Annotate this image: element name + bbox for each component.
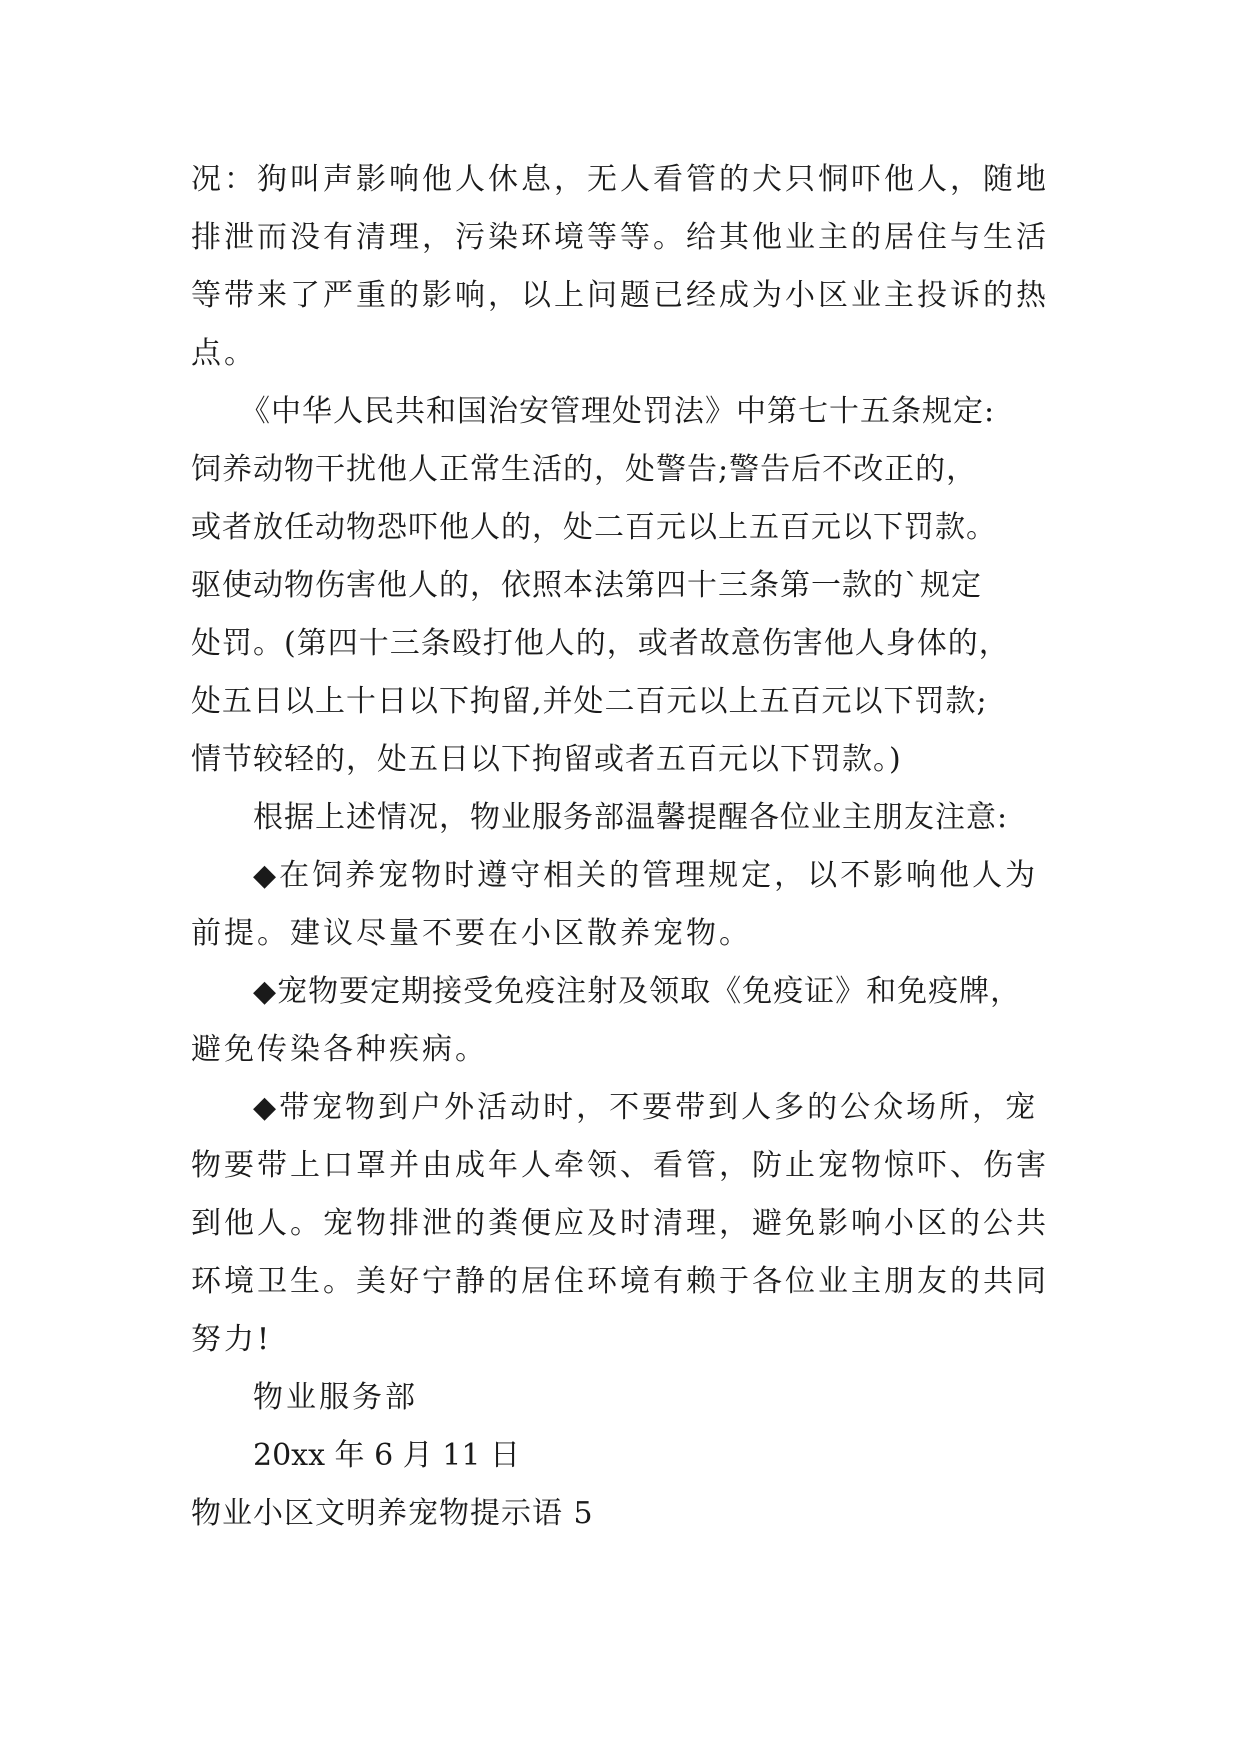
bullet-3-line-5: 努力! bbox=[191, 1322, 273, 1357]
paragraph-2-line-3: 或者放任动物恐吓他人的，处二百元以上五百元以下罚款。 bbox=[191, 510, 997, 545]
bullet-2-line-2: 避免传染各种疾病。 bbox=[191, 1032, 488, 1067]
signature: 物业服务部 bbox=[253, 1380, 418, 1415]
paragraph-3-line-1: 根据上述情况，物业服务部温馨提醒各位业主朋友注意: bbox=[253, 800, 1009, 835]
bullet-3-line-2: 物要带上口罩并由成年人牵领、看管，防止宠物惊吓、伤害 bbox=[191, 1148, 1049, 1183]
bullet-1-line-2: 前提。建议尽量不要在小区散养宠物。 bbox=[191, 916, 752, 951]
paragraph-1-line-4: 点。 bbox=[191, 336, 257, 371]
paragraph-1-line-2: 排泄而没有清理，污染环境等等。给其他业主的居住与生活 bbox=[191, 220, 1049, 255]
paragraph-2-line-2: 饲养动物干扰他人正常生活的，处警告;警告后不改正的， bbox=[191, 452, 978, 487]
date: 20xx 年 6 月 11 日 bbox=[253, 1438, 520, 1473]
paragraph-2-line-7: 情节较轻的，处五日以下拘留或者五百元以下罚款。) bbox=[191, 742, 902, 777]
paragraph-2-line-5: 处罚。(第四十三条殴打他人的，或者故意伤害他人身体的， bbox=[191, 626, 1010, 661]
paragraph-1-line-3: 等带来了严重的影响，以上问题已经成为小区业主投诉的热 bbox=[191, 278, 1049, 313]
paragraph-2-line-1: 《中华人民共和国治安管理处罚法》中第七十五条规定: bbox=[240, 394, 996, 429]
bullet-2-line-1: ◆宠物要定期接受免疫注射及领取《免疫证》和免疫牌， bbox=[253, 974, 1022, 1009]
bullet-1-line-1: ◆在饲养宠物时遵守相关的管理规定，以不影响他人为 bbox=[253, 858, 1039, 893]
paragraph-2-line-4: 驱使动物伤害他人的，依照本法第四十三条第一款的`规定 bbox=[191, 568, 982, 603]
paragraph-2-line-6: 处五日以上十日以下拘留,并处二百元以上五百元以下罚款; bbox=[191, 684, 988, 719]
bullet-3-line-3: 到他人。宠物排泄的粪便应及时清理，避免影响小区的公共 bbox=[191, 1206, 1049, 1241]
paragraph-1-line-1: 况：狗叫声影响他人休息，无人看管的犬只恫吓他人，随地 bbox=[191, 162, 1049, 197]
bullet-3-line-4: 环境卫生。美好宁静的居住环境有赖于各位业主朋友的共同 bbox=[191, 1264, 1049, 1299]
bullet-3-line-1: ◆带宠物到户外活动时，不要带到人多的公众场所，宠 bbox=[253, 1090, 1039, 1125]
next-section-title: 物业小区文明养宠物提示语 5 bbox=[191, 1496, 594, 1531]
